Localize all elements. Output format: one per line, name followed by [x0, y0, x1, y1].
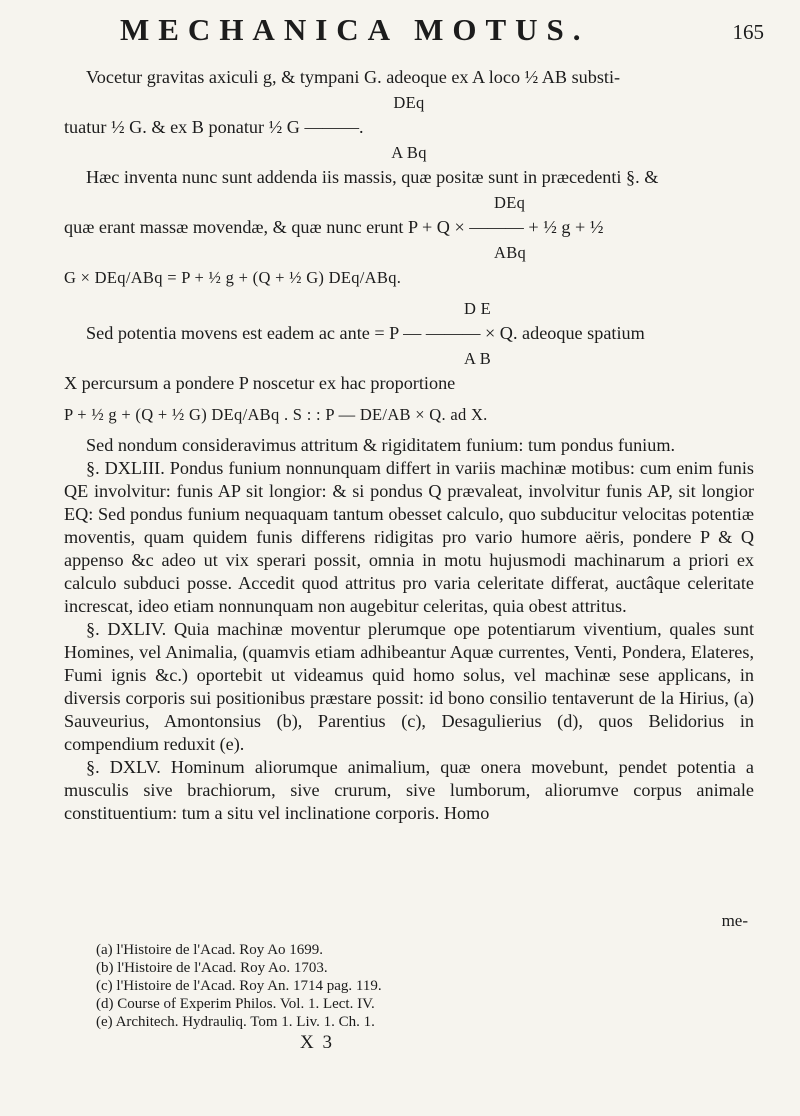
formula-1-numerator: DEq [393, 93, 425, 112]
paragraph-2-line-1: Hæc inventa nunc sunt addenda iis massis, quæ positæ sunt in præcedenti §. & [86, 167, 659, 187]
formula-3-numerator: D E [464, 299, 492, 318]
paragraph-7: §. DXLV. Hominum aliorumque animalium, quæ onera movebunt, pendet potentia a musculis sive brachiorum, sive crurum, sive lumborum, aliorumve corpus animale constituentium: tum a situ vel inclinatione corporis. Homo [64, 757, 754, 823]
paragraph-1-line-2: tuatur ½ G. & ex B ponatur ½ G ———. [64, 117, 364, 137]
paragraph-3-line-2: X percursum a pondere P noscetur ex hac proportione [64, 373, 456, 393]
formula-3-proportion: P + ½ g + (Q + ½ G) DEq/ABq . S : : P — DE/AB × Q. ad X. [64, 405, 488, 424]
page-number: 165 [732, 20, 764, 44]
formula-3-denominator: A B [464, 349, 492, 368]
formula-2-denominator: ABq [494, 243, 527, 262]
main-text [64, 66, 754, 825]
paragraph-1-line-1: Vocetur gravitas axiculi g, & tympani G. adeoque ex A loco ½ AB substi- [86, 67, 621, 87]
catchword: me- [721, 911, 748, 930]
footnote-e: (e) Architech. Hydrauliq. Tom 1. Liv. 1. Ch. 1. [96, 1014, 375, 1030]
paragraph-2-line-2: quæ erant massæ movendæ, & quæ nunc erunt P + Q × ——— + ½ g + ½ [64, 217, 604, 237]
paragraph-3-line-1: Sed potentia movens est eadem ac ante = P — ——— × Q. adeoque spatium [86, 323, 645, 343]
paragraph-5: §. DXLIII. Pondus funium nonnunquam differt in variis machinæ motibus: cum enim funis QE involvitur: funis AP sit longior: & si pondus Q prævaleat, involvitur funis AP, sit longior EQ: Sed pondus funium nequaquam tantum obesset calculo, quo subducitur velocitas potentiæ moventis, quam quidem funis differens ridigitas pro vario humore aëris, pondere P & Q appenso &c adeo ut vix sperari possit, omnia in motu hujusmodi machinarum a priori ex calculo subduci posse. Accedit quod attritus pro varia celeritate differat, auctâque celeritate increscat, ideo etiam nonnunquam non augebitur celeritas, quia obest attritus. [64, 458, 754, 616]
footnote-c: (c) l'Histoire de l'Acad. Roy An. 1714 pag. 119. [96, 978, 382, 994]
formula-1-denominator: A Bq [391, 143, 427, 162]
footnote-a: (a) l'Histoire de l'Acad. Roy Ao 1699. [96, 942, 324, 958]
formula-2-numerator: DEq [494, 193, 526, 212]
formula-2-equation: G × DEq/ABq = P + ½ g + (Q + ½ G) DEq/ABq. [64, 268, 402, 287]
paragraph-4: Sed nondum consideravimus attritum & rigiditatem funium: tum pondus funium. [86, 435, 676, 455]
page-header [0, 8, 800, 54]
footnotes [96, 941, 736, 1031]
running-head: MECHANICA MOTUS. [120, 12, 590, 47]
footnote-b: (b) l'Histoire de l'Acad. Roy Ao. 1703. [96, 960, 328, 976]
footnote-d: (d) Course of Experim Philos. Vol. 1. Lect. IV. [96, 996, 375, 1012]
paragraph-6: §. DXLIV. Quia machinæ moventur plerumque ope potentiarum viventium, quales sunt Homines, vel Animalia, (quamvis etiam adhibeantur Aquæ currentes, Venti, Pondera, Elateres, Fumi ignis &c.) oportebit ut videamus quid homo solus, vel machinæ sese applicans, in diversis corporis sui positionibus præstare possit: id bono consilio tentaverunt de la Hirius, (a) Sauveurius, Amontonsius (b), Parentius (c), Desagulierius (d), quos Belidorius in compendium reduxit (e). [64, 619, 754, 754]
signature-mark: X 3 [300, 1032, 334, 1053]
